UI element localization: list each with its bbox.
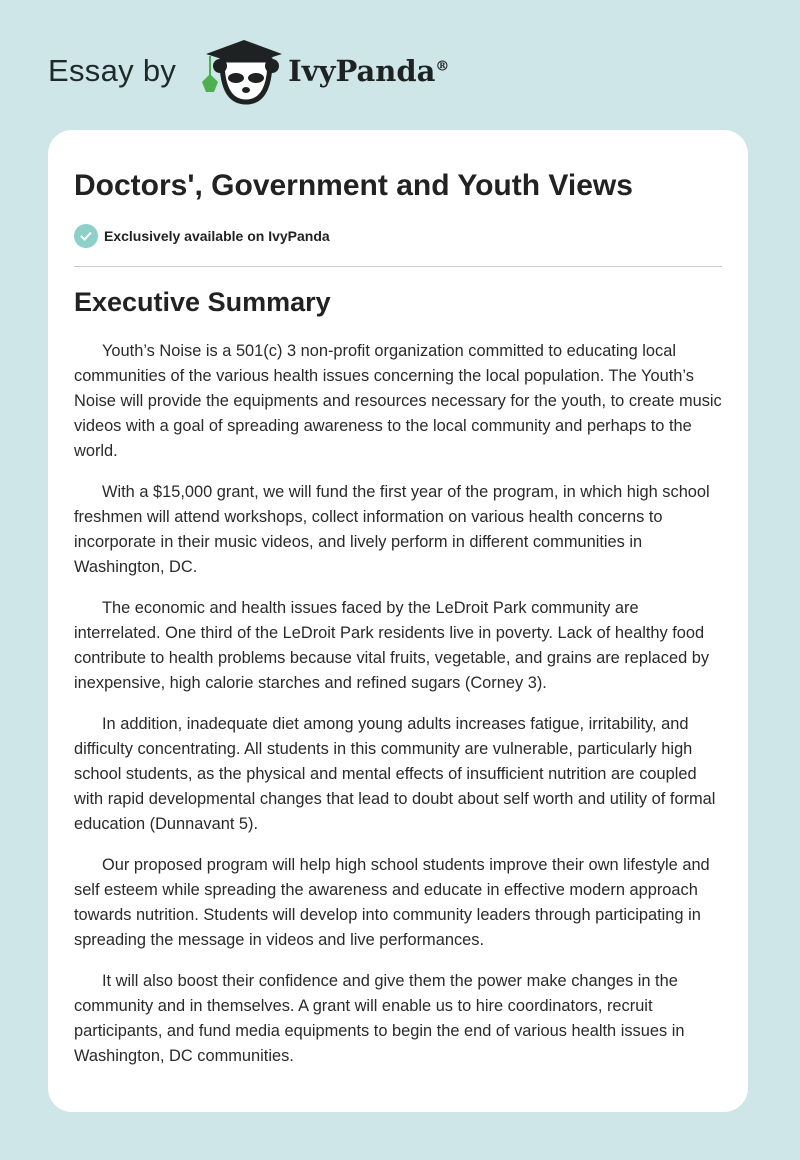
paragraph: Youth’s Noise is a 501(c) 3 non-profit organization committed to educating local communities of the various health issues concerning the local population. The Youth’s Noise will provide the equipments and resources necessary for the youth, to create music videos with a goal of spreading awareness to the local community and perhaps to the world.	[74, 342, 722, 460]
divider	[74, 266, 722, 267]
essay-by-label: Essay by	[48, 53, 177, 88]
paragraph: With a $15,000 grant, we will fund the first year of the program, in which high school freshmen will attend workshops, collect information on various health concerns to incorporate in their music videos, and lively perform in different communities in Washington, DC.	[74, 483, 710, 576]
paragraph: The economic and health issues faced by the LeDroit Park community are interrelated. One third of the LeDroit Park residents live in poverty. Lack of healthy food contribute to health problems because vital fruits, vegetable, and grains are replaced by inexpensive, high calorie starches and refined sugars (Corney 3).	[74, 599, 710, 692]
ivypanda-logo-icon[interactable]	[196, 36, 286, 106]
brand-name: IvyPanda®	[288, 54, 450, 88]
essay-card	[48, 130, 748, 1112]
section-title: Executive Summary	[74, 287, 331, 317]
exclusive-badge: Exclusively available on IvyPanda	[74, 224, 722, 248]
paragraph: In addition, inadequate diet among young adults increases fatigue, irritability, and difficulty concentrating. All students in this community are vulnerable, particularly high school students, as the physical and mental effects of insufficient nutrition are coupled with rapid developmental changes that lead to doubt about self worth and utility of formal education (Dunnavant 5).	[74, 715, 716, 833]
site-header	[48, 36, 449, 106]
paragraph: Our proposed program will help high school students improve their own lifestyle and self esteem while spreading the awareness and educate in effective modern approach towards nutrition. Students will develop into community leaders through participating in spreading the message in videos and live performances.	[74, 856, 710, 949]
check-icon	[74, 224, 98, 248]
paragraph: It will also boost their confidence and give them the power make changes in the community and in themselves. A grant will enable us to hire coordinators, recruit participants, and fund media equipments to begin the end of various health issues in Washington, DC communities.	[74, 972, 685, 1065]
page-title: Doctors', Government and Youth Views	[74, 169, 633, 202]
